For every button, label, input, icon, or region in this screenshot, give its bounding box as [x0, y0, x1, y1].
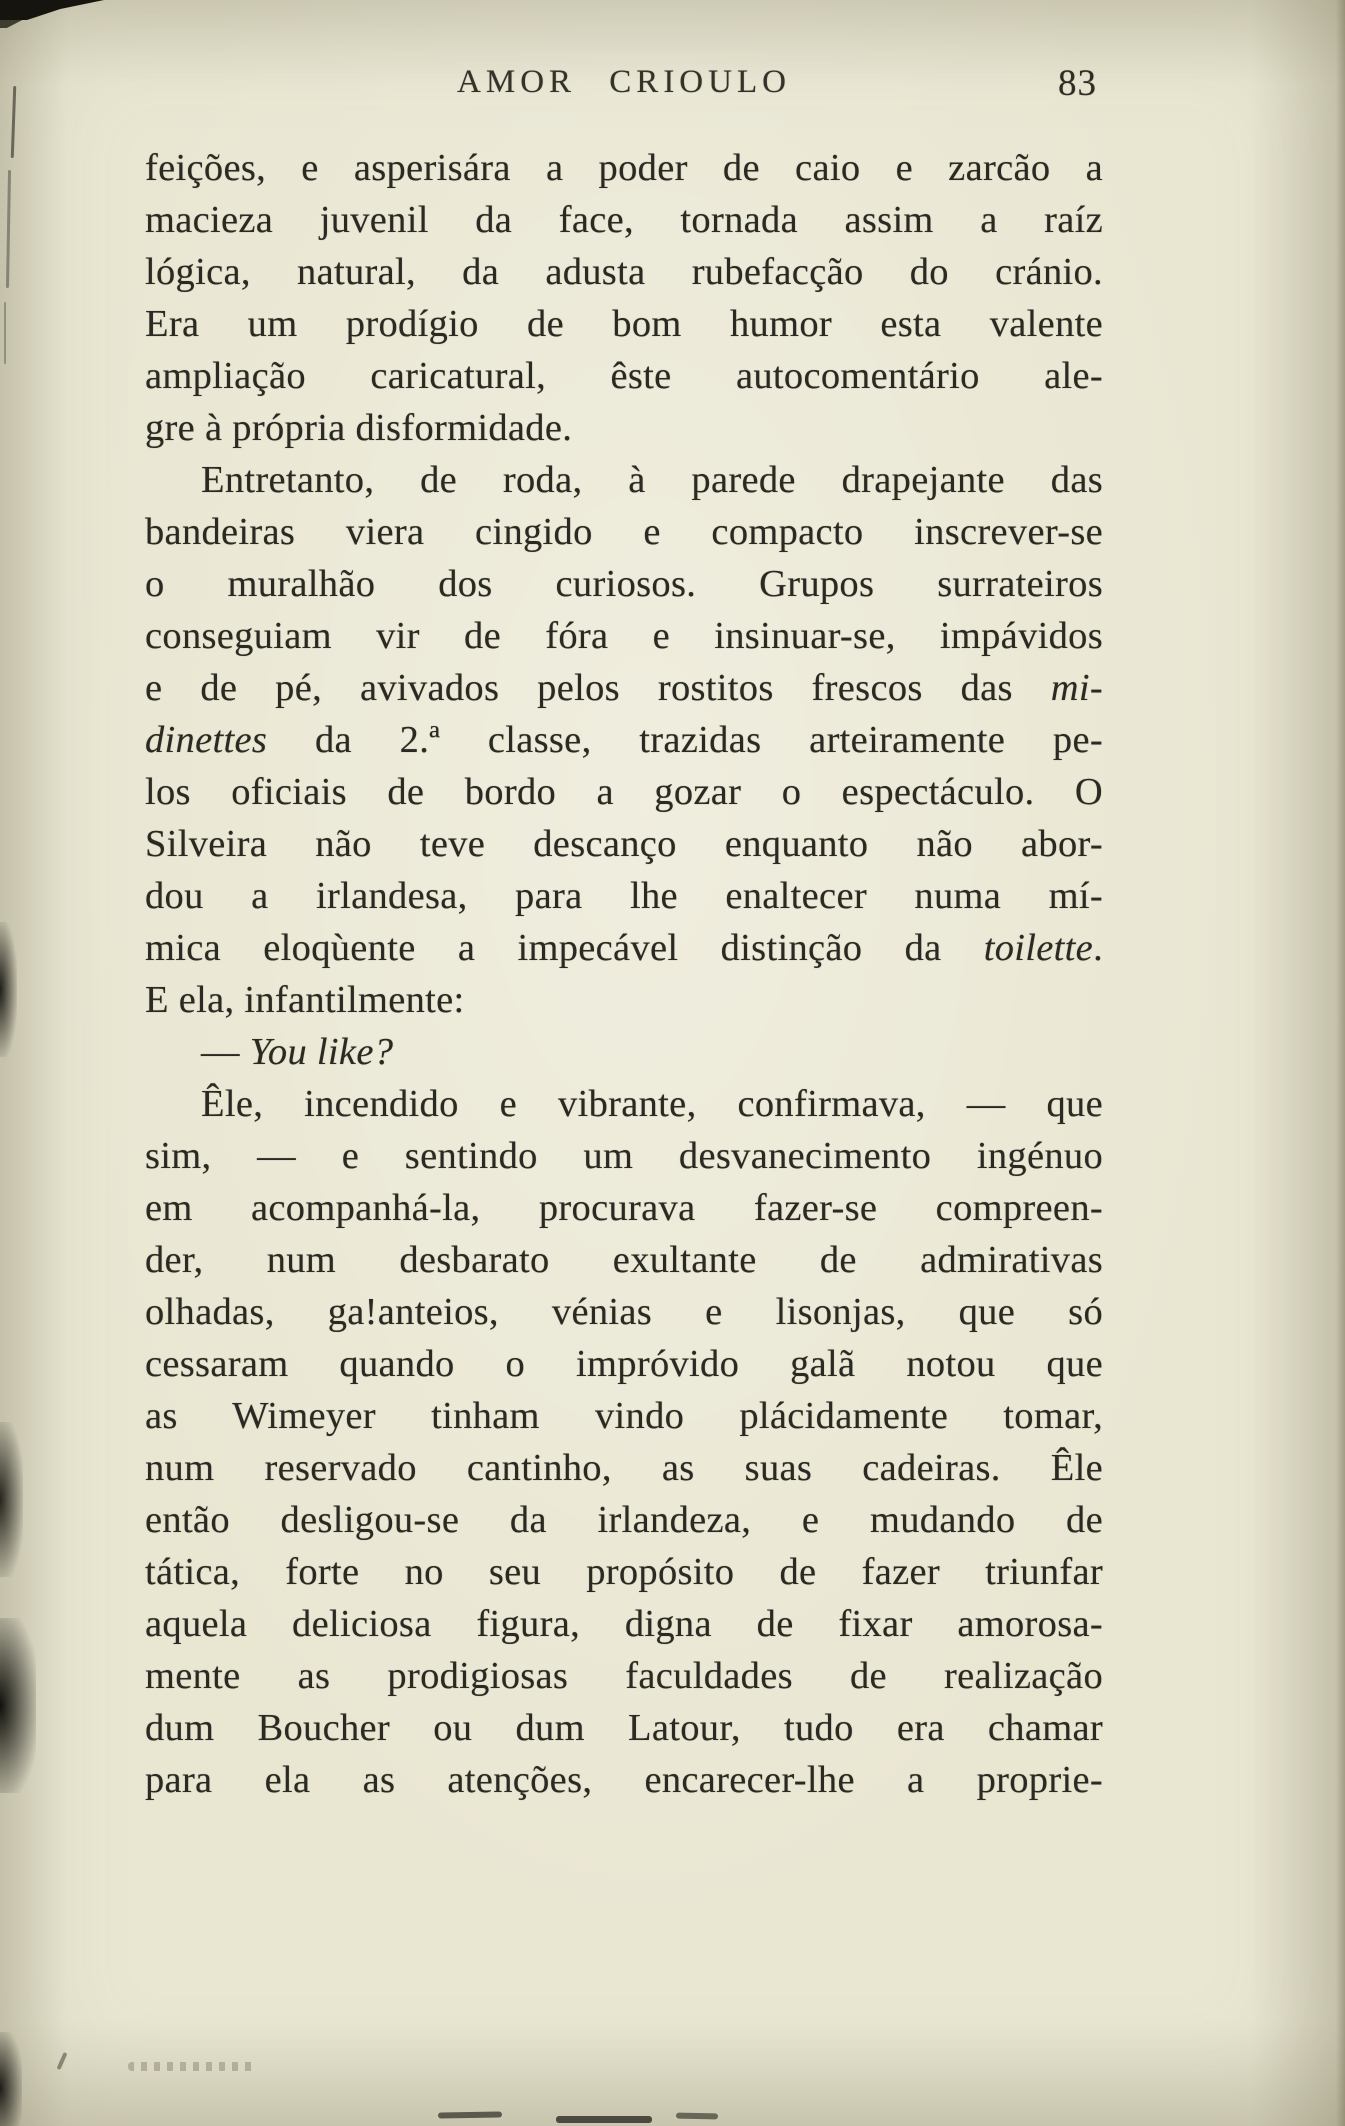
text-segment: Êle, incendido e vibrante, confirmava, — que: [201, 1083, 1103, 1125]
scan-artifact-speckle: [676, 2113, 718, 2120]
text-segment: mente as prodigiosas faculdades de realização: [145, 1655, 1103, 1697]
italic-text-segment: mi-: [1050, 667, 1103, 709]
text-segment: ampliação caricatural, êste autocomentário ale-: [145, 355, 1103, 397]
text-line: [145, 1650, 1103, 1702]
text-line: [145, 298, 1103, 350]
text-segment: .: [1093, 927, 1103, 969]
text-line: [145, 1026, 1103, 1078]
text-segment: bandeiras viera cingido e compacto inscrever-se: [145, 511, 1103, 553]
text-segment: tática, forte no seu propósito de fazer triunfar: [145, 1551, 1103, 1593]
text-segment: da 2.ª classe, trazidas arteiramente pe-: [267, 719, 1103, 761]
page-text: [145, 142, 1103, 1806]
text-segment: E ela, infantilmente:: [145, 979, 465, 1021]
text-segment: em acompanhá-la, procurava fazer-se compreen-: [145, 1187, 1103, 1229]
text-segment: sim, — e sentindo um desvanecimento ingénuo: [145, 1135, 1103, 1177]
scan-artifact-ink-blot: [0, 922, 17, 1057]
text-line: [145, 974, 1103, 1026]
scan-artifact-edge-mark: [6, 170, 11, 288]
text-segment: o muralhão dos curiosos. Grupos surrateiros: [145, 563, 1103, 605]
text-line: [145, 350, 1103, 402]
text-segment: Entretanto, de roda, à parede drapejante das: [201, 459, 1103, 501]
text-line: [145, 766, 1103, 818]
running-title: AMOR CRIOULO: [457, 64, 791, 100]
text-segment: dou a irlandesa, para lhe enaltecer numa mí-: [145, 875, 1103, 917]
text-line: [145, 818, 1103, 870]
scan-artifact-speckle: [438, 2111, 502, 2118]
text-segment: los oficiais de bordo a gozar o espectáculo. O: [145, 771, 1103, 813]
text-segment: e de pé, avivados pelos rostitos frescos das: [145, 667, 1051, 709]
text-line: [145, 662, 1103, 714]
text-line: [145, 1130, 1103, 1182]
text-line: [145, 246, 1103, 298]
scan-artifact-edge-shadow: [1336, 0, 1345, 2126]
text-segment: Era um prodígio de bom humor esta valente: [145, 303, 1103, 345]
text-line: [145, 558, 1103, 610]
text-segment: dum Boucher ou dum Latour, tudo era chamar: [145, 1707, 1103, 1749]
scan-artifact-ink-blot: [0, 2032, 22, 2126]
text-line: [145, 610, 1103, 662]
text-segment: as Wimeyer tinham vindo plácidamente tomar,: [145, 1395, 1103, 1437]
text-segment: Silveira não teve descanço enquanto não abor-: [145, 823, 1103, 865]
page-number: 83: [1058, 63, 1097, 104]
text-line: [145, 1754, 1103, 1806]
text-line: [145, 1546, 1103, 1598]
text-segment: então desligou-se da irlandeza, e mudando de: [145, 1499, 1103, 1541]
scan-artifact-speckle: [57, 2052, 68, 2070]
text-line: [145, 1702, 1103, 1754]
text-segment: conseguiam vir de fóra e insinuar-se, impávidos: [145, 615, 1103, 657]
text-line: [145, 1182, 1103, 1234]
text-line: [145, 1390, 1103, 1442]
text-line: [145, 506, 1103, 558]
text-line: [145, 1338, 1103, 1390]
text-segment: macieza juvenil da face, tornada assim a raíz: [145, 199, 1103, 241]
text-line: [145, 1078, 1103, 1130]
text-line: [145, 454, 1103, 506]
scan-artifact-speckle: [556, 2116, 652, 2123]
scan-artifact-ink-blot: [0, 1618, 36, 1793]
text-segment: cessaram quando o impróvido galã notou que: [145, 1343, 1103, 1385]
text-segment: der, num desbarato exultante de admirativas: [145, 1239, 1103, 1281]
text-line: [145, 922, 1103, 974]
italic-text-segment: You like?: [249, 1031, 394, 1073]
text-line: [145, 1598, 1103, 1650]
text-line: [145, 1442, 1103, 1494]
scan-artifact-edge-mark: [11, 86, 17, 158]
text-line: [145, 194, 1103, 246]
text-segment: —: [201, 1031, 250, 1073]
text-line: [145, 142, 1103, 194]
text-line: [145, 402, 1103, 454]
scan-artifact-corner-tear: [0, 0, 104, 20]
scan-artifact-smudge: [128, 2062, 258, 2071]
text-line: [145, 714, 1103, 766]
text-segment: num reservado cantinho, as suas cadeiras. Êle: [145, 1447, 1103, 1489]
text-line: [145, 1286, 1103, 1338]
italic-text-segment: dinettes: [145, 719, 268, 761]
page-header: [145, 64, 1103, 110]
text-segment: para ela as atenções, encarecer-lhe a proprie-: [145, 1759, 1103, 1801]
text-segment: aquela deliciosa figura, digna de fixar amorosa-: [145, 1603, 1103, 1645]
text-line: [145, 1234, 1103, 1286]
scan-artifact-ink-blot: [0, 1422, 23, 1577]
italic-text-segment: toilette: [983, 927, 1094, 969]
text-segment: feições, e asperisára a poder de caio e zarcão a: [145, 147, 1103, 189]
text-segment: mica eloqùente a impecável distinção da: [145, 927, 984, 969]
text-segment: lógica, natural, da adusta rubefacção do cránio.: [145, 251, 1103, 293]
scan-artifact-edge-mark: [4, 302, 6, 364]
text-line: [145, 870, 1103, 922]
text-line: [145, 1494, 1103, 1546]
scan-artifact-corner-tear: [0, 14, 34, 28]
text-segment: gre à própria disformidade.: [145, 407, 573, 449]
text-segment: olhadas, ga!anteios, vénias e lisonjas, que só: [145, 1291, 1103, 1333]
